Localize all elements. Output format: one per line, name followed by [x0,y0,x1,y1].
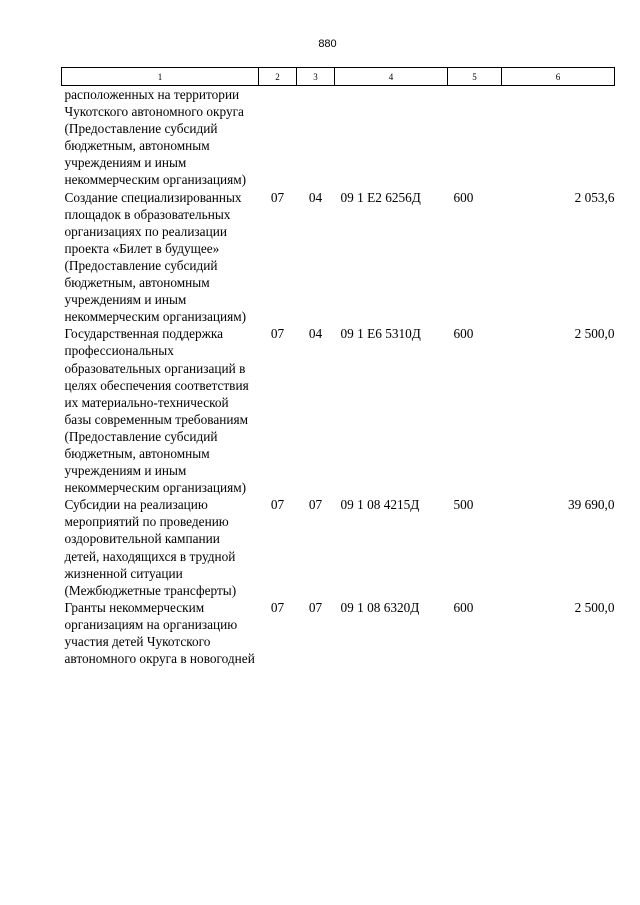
row-target-article: 09 1 08 6320Д [340,599,420,615]
column-header: 6 [502,68,615,86]
row-amount: 2 500,0 [574,326,615,342]
row-amount [502,86,615,189]
row-section: 07 [270,326,285,342]
row-description: Государственная поддержка профессиональных образовательных организаций в целях обеспечения соответствия их материально-технической базы современным требованиям (Предоставление субсидий бюджетным, автономным учреждениям и иным некоммерческим организациям) [64,326,249,496]
row-expense-type [448,86,502,189]
row-expense-type: 600 [453,326,474,342]
row-subsection: 07 [308,599,323,615]
row-description: Субсидии на реализацию мероприятий по проведению оздоровительной кампании детей, находящихся в трудной жизненной ситуации (Межбюджетные трансферты) [64,497,237,598]
row-expense-type: 500 [453,497,474,513]
row-section: 07 [270,497,285,513]
table-row [62,325,615,496]
row-description: Создание специализированных площадок в образовательных организациях по реализации проекта «Билет в будущее» (Предоставление субсидий бюджетным, автономным учреждениям и иным некоммерческим организациям) [64,189,247,325]
column-header: 2 [259,68,297,86]
table-row [62,189,615,326]
column-header: 5 [448,68,502,86]
row-subsection [297,86,335,189]
table-row [62,86,615,189]
row-section: 07 [270,599,285,615]
row-section: 07 [270,189,285,205]
row-target-article: 09 1 E2 6256Д [340,189,421,205]
column-header: 3 [297,68,335,86]
row-subsection: 04 [308,189,323,205]
row-target-article [335,86,448,189]
row-section [259,86,297,189]
row-description: расположенных на территории Чукотского автономного округа (Предоставление субсидий бюджетным, автономным учреждениям и иным некоммерческим организациям) [64,87,247,188]
table-row [62,599,615,667]
page-number: 880 [318,38,337,50]
row-target-article: 09 1 08 4215Д [340,497,420,513]
table-row [62,496,615,599]
row-target-article: 09 1 E6 5310Д [340,326,421,342]
row-subsection: 04 [308,326,323,342]
row-expense-type: 600 [453,599,474,615]
row-amount: 2 500,0 [574,599,615,615]
row-amount: 39 690,0 [567,497,615,513]
row-amount: 2 053,6 [574,189,615,205]
row-description: Гранты некоммерческим организациям на организацию участия детей Чукотского автономного округа в новогодней [64,599,255,667]
row-subsection: 07 [308,497,323,513]
row-expense-type: 600 [453,189,474,205]
column-header: 4 [335,68,448,86]
column-header: 1 [62,68,259,86]
table-header-row [62,68,615,86]
budget-table [61,67,615,667]
